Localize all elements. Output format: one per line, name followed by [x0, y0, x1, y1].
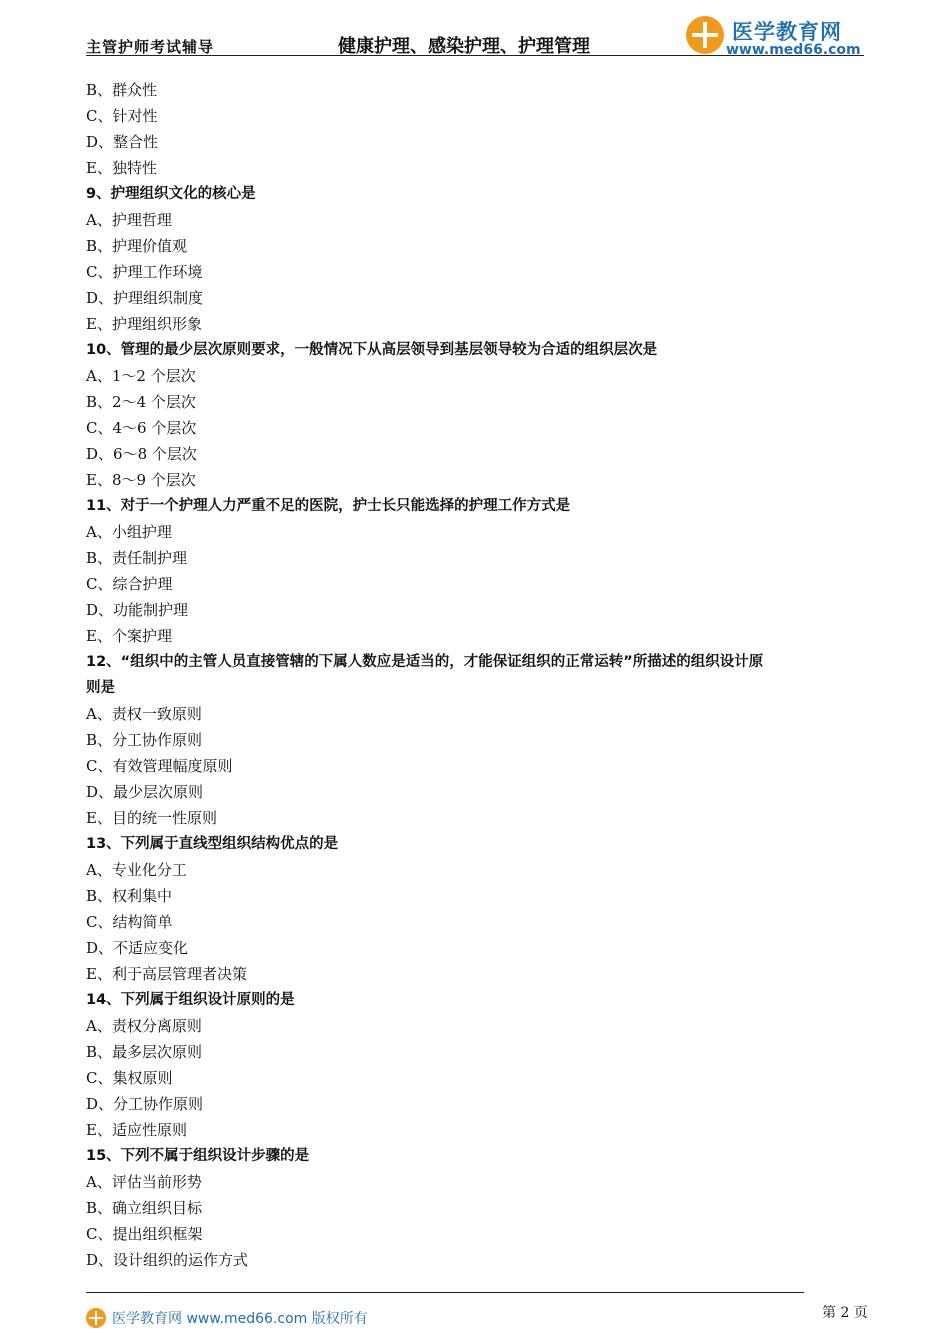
question-stem: 12、“组织中的主管人员直接管辖的下属人数应是适当的，才能保证组织的正常运转”所描述的组织设计原 [86, 654, 764, 670]
question-stem: 9、护理组织文化的核心是 [86, 186, 256, 202]
answer-option: C、有效管理幅度原则 [86, 757, 233, 775]
answer-option: C、结构简单 [86, 913, 173, 931]
answer-option: C、4～6 个层次 [86, 419, 197, 437]
answer-option: A、责权分离原则 [86, 1017, 202, 1035]
cross-logo-icon [686, 16, 724, 54]
footer-copyright[interactable]: 医学教育网 www.med66.com 版权所有 [112, 1311, 368, 1327]
answer-option: C、护理工作环境 [86, 263, 203, 281]
answer-option: E、8～9 个层次 [86, 471, 196, 489]
cross-logo-icon [86, 1308, 106, 1328]
answer-option: A、1～2 个层次 [86, 367, 196, 385]
question-stem: 15、下列不属于组织设计步骤的是 [86, 1148, 310, 1164]
answer-option: D、整合性 [86, 133, 159, 151]
answer-option: D、护理组织制度 [86, 289, 204, 307]
logo-title: 医学教育网 [732, 20, 842, 44]
answer-option: B、责任制护理 [86, 549, 188, 567]
answer-option: E、护理组织形象 [86, 315, 202, 333]
answer-option: B、确立组织目标 [86, 1199, 203, 1217]
logo-url: www.med66.com [726, 42, 861, 58]
header-divider [86, 55, 864, 56]
answer-option: D、分工协作原则 [86, 1095, 204, 1113]
answer-option: B、权利集中 [86, 887, 173, 905]
answer-option: E、个案护理 [86, 627, 172, 645]
page-header [86, 14, 866, 58]
answer-option: C、提出组织框架 [86, 1225, 203, 1243]
answer-option: B、护理价值观 [86, 237, 188, 255]
answer-option: C、综合护理 [86, 575, 173, 593]
header-course-title: 主管护师考试辅导 [86, 38, 215, 56]
answer-option: E、独特性 [86, 159, 157, 177]
question-stem: 13、下列属于直线型组织结构优点的是 [86, 836, 339, 852]
footer-divider [86, 1292, 804, 1293]
answer-option: A、专业化分工 [86, 861, 187, 879]
answer-option: D、6～8 个层次 [86, 445, 197, 463]
answer-option: A、责权一致原则 [86, 705, 202, 723]
answer-option: B、群众性 [86, 81, 158, 99]
answer-option: C、集权原则 [86, 1069, 173, 1087]
header-subject-title: 健康护理、感染护理、护理管理 [338, 36, 590, 57]
answer-option: E、适应性原则 [86, 1121, 187, 1139]
question-list [86, 77, 868, 1273]
answer-option: D、最少层次原则 [86, 783, 204, 801]
answer-option: D、功能制护理 [86, 601, 189, 619]
answer-option: B、最多层次原则 [86, 1043, 203, 1061]
answer-option: E、利于高层管理者决策 [86, 965, 247, 983]
answer-option: C、针对性 [86, 107, 158, 125]
question-stem: 则是 [86, 680, 115, 696]
question-stem: 14、下列属于组织设计原则的是 [86, 992, 295, 1008]
site-logo[interactable] [686, 14, 866, 58]
page-number: 第 2 页 [822, 1305, 868, 1321]
question-stem: 11、对于一个护理人力严重不足的医院，护士长只能选择的护理工作方式是 [86, 498, 571, 514]
answer-option: B、分工协作原则 [86, 731, 203, 749]
answer-option: B、2～4 个层次 [86, 393, 196, 411]
answer-option: A、小组护理 [86, 523, 172, 541]
question-stem: 10、管理的最少层次原则要求，一般情况下从高层领导到基层领导较为合适的组织层次是 [86, 342, 658, 358]
answer-option: D、设计组织的运作方式 [86, 1251, 249, 1269]
answer-option: D、不适应变化 [86, 939, 189, 957]
answer-option: A、评估当前形势 [86, 1173, 202, 1191]
answer-option: A、护理哲理 [86, 211, 172, 229]
answer-option: E、目的统一性原则 [86, 809, 217, 827]
